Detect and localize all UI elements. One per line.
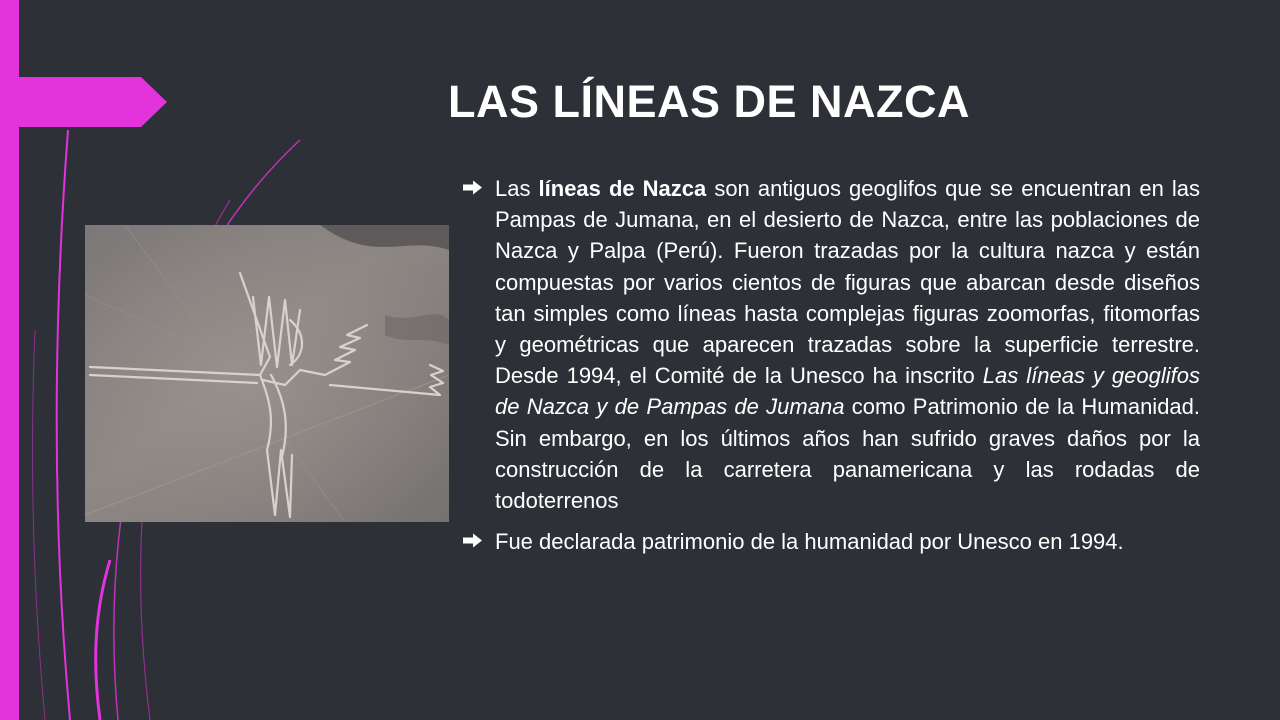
bullet-item bbox=[462, 173, 1200, 516]
bullet-text: como Patrimonio de la Humanidad. Sin embargo, en los últimos años han sufrido graves daños por la construcción de la carretera panamericana y las rodadas de todoterrenos bbox=[495, 394, 1201, 514]
bullet-text-bold: líneas de Nazca bbox=[538, 176, 707, 201]
arrow-right-icon bbox=[462, 177, 484, 199]
arrow-right-icon bbox=[462, 530, 484, 552]
bullet-text-italic: Las líneas y geoglifos de Nazca y de Pampas de Jumana bbox=[495, 363, 1200, 420]
slide-title: LAS LÍNEAS DE NAZCA bbox=[448, 76, 971, 127]
bullet-item bbox=[462, 526, 1200, 557]
bullet-text: Fue declarada patrimonio de la humanidad por Unesco en 1994. bbox=[495, 529, 1124, 555]
content-area bbox=[462, 173, 1200, 557]
nazca-lines-photo bbox=[85, 225, 449, 522]
bullet-text: son antiguos geoglifos que se encuentran en las Pampas de Jumana, en el desierto de Nazca, entre las poblaciones de Nazca y Palpa (Perú). Fueron trazadas por la cultura nazca y están compuestas por varios cientos de figuras que abarcan desde diseños tan simples como líneas hasta complejas figuras zoomorfas, fitomorfas y geométricas que aparecen trazadas sobre la superficie terrestre. Desde 1994, el Comité de la Unesco ha inscrito bbox=[495, 176, 1200, 389]
bullet-text: Las bbox=[495, 176, 539, 201]
